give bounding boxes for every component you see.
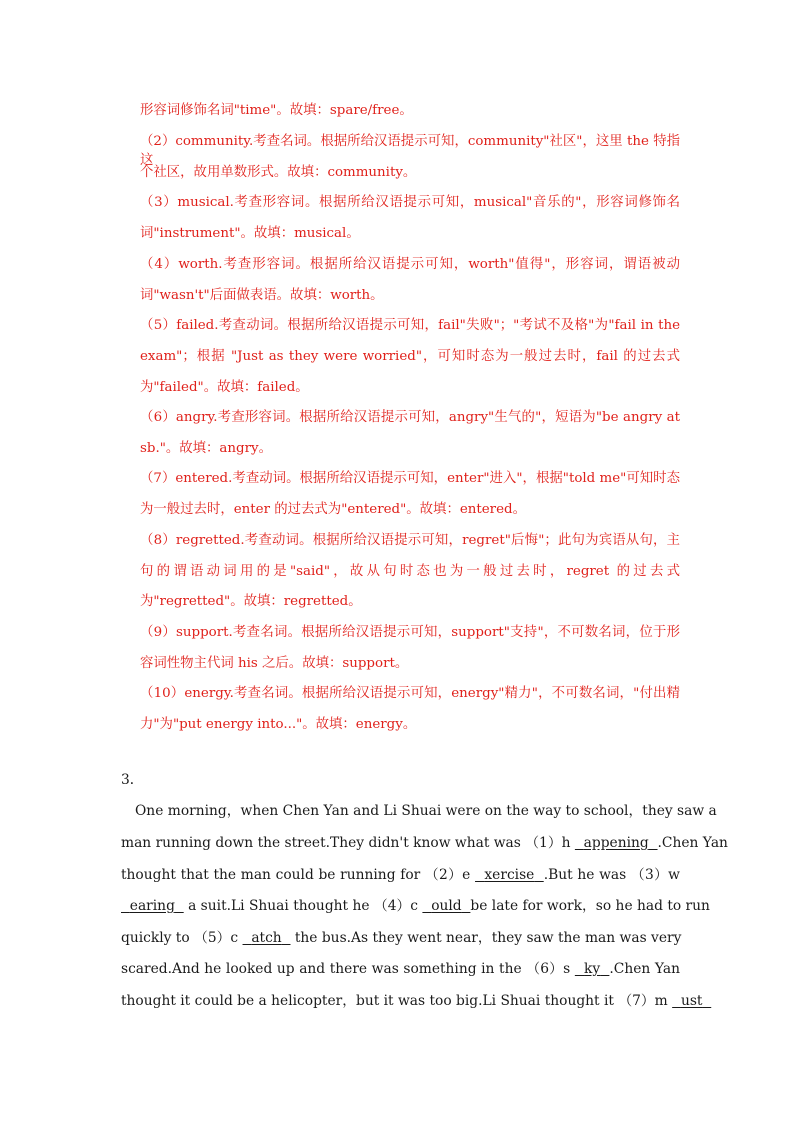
answer-3-line-2: 词"instrument"。故填：musical。 — [140, 226, 360, 241]
blank-6-answer: ky — [584, 961, 601, 977]
passage-line-5-tail: the bus.As they went near，they saw the man was very — [290, 930, 682, 946]
passage-line-4 — [121, 894, 710, 914]
answer-9-line-2: 容词性物主代词 his 之后。故填：support。 — [140, 656, 409, 671]
answer-6-line-2: sb."。故填：angry。 — [140, 441, 272, 456]
passage-line-3-tail: .But he was （3）w — [543, 867, 680, 883]
blank-3-answer: earing — [129, 898, 175, 914]
answer-4-line-2: 词"wasn't"后面做表语。故填：worth。 — [140, 288, 384, 303]
answer-7-line-1: （7）entered.考查动词。根据所给汉语提示可知，enter"进入"，根据"told me"可知时态 — [140, 471, 680, 486]
answer-8-line-2: 句的谓语动词用的是"said"，故从句时态也为一般过去时，regret 的过去式 — [140, 564, 680, 579]
answer-10-line-1: （10）energy.考查名词。根据所给汉语提示可知，energy"精力"，不可数名词，"付出精 — [140, 686, 680, 701]
passage-line-3 — [121, 863, 680, 883]
blank-1-answer: appening — [583, 835, 649, 851]
passage-line-7-text: thought it could be a helicopter，but it was too big.Li Shuai thought it （7）m — [121, 993, 673, 1009]
answer-3-line-1: （3）musical.考查形容词。根据所给汉语提示可知，musical"音乐的"，形容词修饰名 — [140, 195, 680, 210]
answer-5-line-1: （5）failed.考查动词。根据所给汉语提示可知，fail"失败"；"考试不及格"为"fail in the — [140, 318, 680, 333]
answer-4-line-1: （4）worth.考查形容词。根据所给汉语提示可知，worth"值得"，形容词，谓语被动 — [140, 257, 680, 272]
answer-10-line-2: 力"为"put energy into..."。故填：energy。 — [140, 717, 417, 732]
question-number: 3． — [121, 772, 144, 788]
blank-2-answer: xercise — [484, 867, 535, 883]
blank-7-answer: ust — [680, 993, 703, 1009]
answer-1-line-1: 形容词修饰名词"time"。故填：spare/free。 — [140, 103, 413, 118]
blank-5-answer: atch — [251, 930, 282, 946]
passage-line-4-text: a suit.Li Shuai thought he （4）c — [183, 898, 423, 914]
answer-2-line-1: （2）community.考查名词。根据所给汉语提示可知，community"社区"，这里 the 特指这 — [140, 134, 680, 168]
passage-line-5 — [121, 926, 680, 946]
passage-line-5-text: quickly to （5）c — [121, 930, 243, 946]
passage-line-1: One morning，when Chen Yan and Li Shuai were on the way to school，they saw a — [135, 803, 717, 819]
answer-7-line-2: 为一般过去时，enter 的过去式为"entered"。故填：entered。 — [140, 502, 526, 517]
passage-line-4-tail: be late for work，so he had to run — [470, 898, 710, 914]
passage-line-6-text: scared.And he looked up and there was something in the （6）s — [121, 961, 575, 977]
passage-line-6-tail: .Chen Yan — [609, 961, 681, 977]
answer-6-line-1: （6）angry.考查形容词。根据所给汉语提示可知，angry"生气的"，短语为"be angry at — [140, 410, 680, 425]
passage-line-2-text: man running down the street.They didn't know what was （1）h — [121, 835, 575, 851]
blank-4-answer: ould — [431, 898, 462, 914]
answer-8-line-1: （8）regretted.考查动词。根据所给汉语提示可知，regret"后悔"；此句为宾语从句，主 — [140, 533, 680, 548]
answer-9-line-1: （9）support.考查名词。根据所给汉语提示可知，support"支持"，不可数名词，位于形 — [140, 625, 680, 640]
passage-line-3-text: thought that the man could be running for （2）e — [121, 867, 476, 883]
answer-5-line-3: 为"failed"。故填：failed。 — [140, 380, 309, 395]
passage-line-6 — [121, 957, 680, 977]
passage-line-2 — [121, 831, 728, 851]
answer-2-line-2: 个社区，故用单数形式。故填：community。 — [140, 165, 417, 180]
passage-line-7 — [121, 989, 703, 1009]
passage-line-2-tail: .Chen Yan — [657, 835, 728, 851]
answer-8-line-3: 为"regretted"。故填：regretted。 — [140, 594, 362, 609]
answer-5-line-2: exam"；根据 "Just as they were worried"，可知时态为一般过去时，fail 的过去式 — [140, 349, 680, 364]
